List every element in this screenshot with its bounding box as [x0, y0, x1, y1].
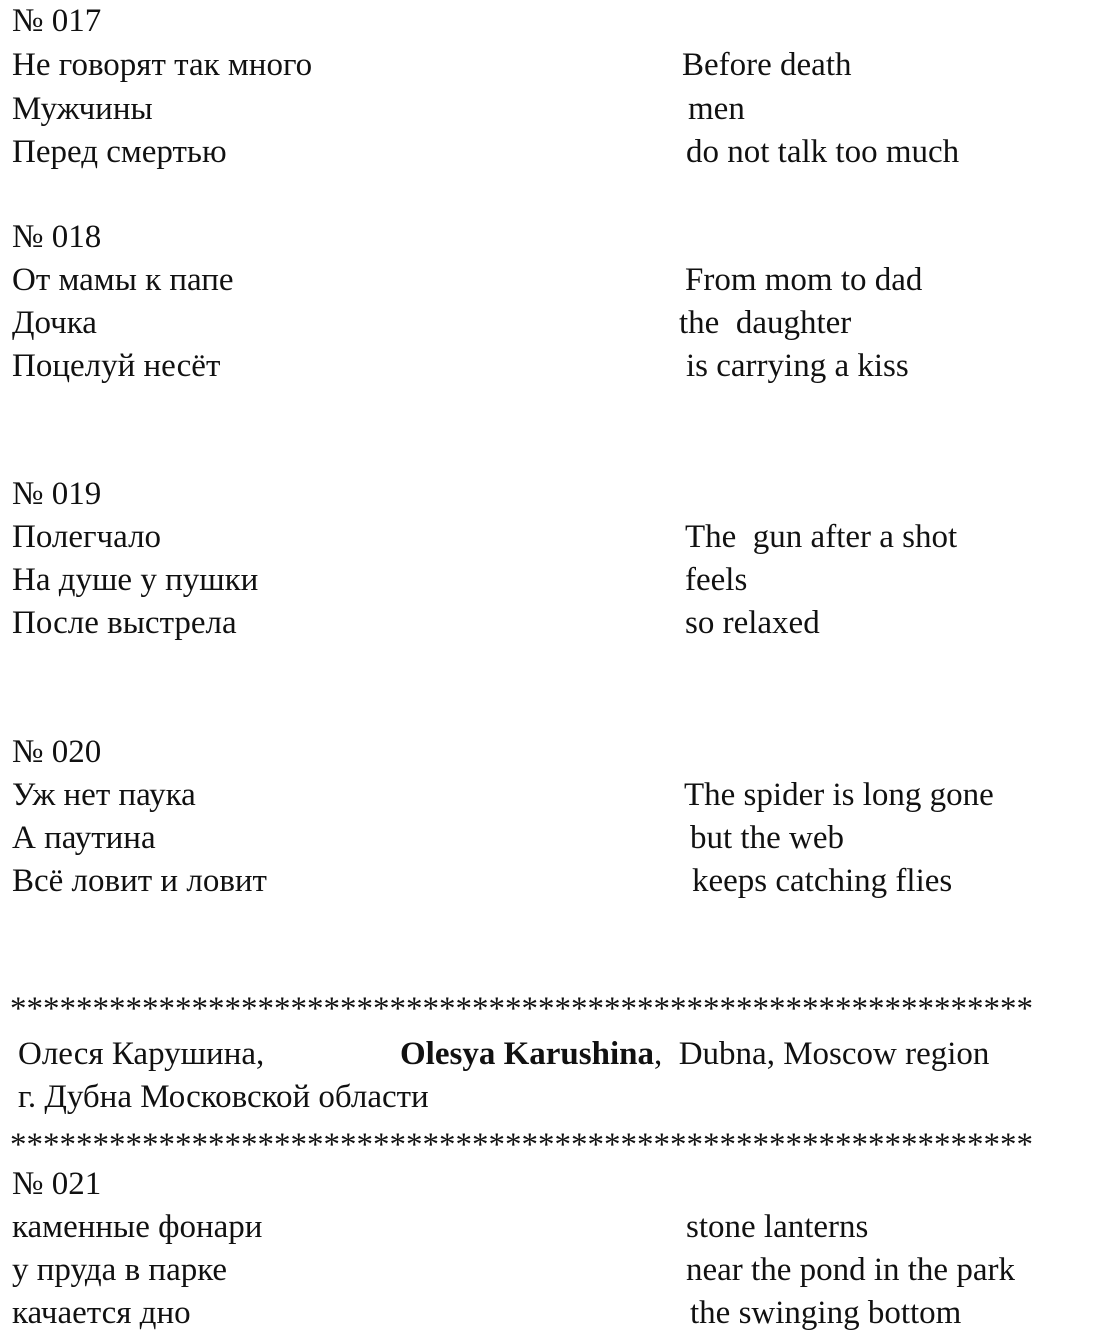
poem-number: № 020 — [12, 734, 102, 770]
poem-line-ru: Мужчины — [12, 91, 153, 127]
poem-line-en: feels — [685, 562, 748, 598]
poem-line-en: The spider is long gone — [684, 777, 994, 813]
author-name-ru: Олеся Карушина, — [18, 1036, 265, 1072]
author-place-en: , Dubna, Moscow region — [653, 1036, 990, 1072]
poem-number: № 017 — [12, 3, 102, 39]
poem-line-en: do not talk too much — [686, 134, 960, 170]
poem-number: № 019 — [12, 476, 102, 512]
poem-line-en: men — [688, 91, 745, 127]
poem-line-ru: После выстрела — [12, 605, 237, 641]
poem-line-ru: качается дно — [12, 1295, 191, 1331]
poem-line-en: the swinging bottom — [690, 1295, 962, 1331]
poem-line-ru: А паутина — [12, 820, 156, 856]
author-en — [400, 1033, 989, 1076]
poem-line-ru: Поцелуй несёт — [12, 348, 221, 384]
author-name-en: Olesya Karushina — [400, 1036, 654, 1072]
separator-line: ************************************************************** — [10, 1128, 1033, 1152]
poem-line-ru: От мамы к папе — [12, 262, 234, 298]
author-city-ru: г. Дубна Московской области — [18, 1079, 429, 1115]
poem-line-en: but the web — [690, 820, 844, 856]
poem-line-ru: Не говорят так много — [12, 47, 313, 83]
poem-line-en: is carrying a kiss — [686, 348, 909, 384]
poem-line-ru: Уж нет паука — [12, 777, 196, 813]
poem-line-en: The gun after a shot — [685, 519, 958, 555]
separator-line: ************************************************************** — [10, 992, 1033, 1016]
poem-number: № 018 — [12, 219, 102, 255]
poem-line-ru: Перед смертью — [12, 134, 227, 170]
poem-line-en: keeps catching flies — [692, 863, 953, 899]
poem-line-en: stone lanterns — [686, 1209, 869, 1245]
poem-number: № 021 — [12, 1166, 102, 1202]
poem-line-en: Before death — [682, 47, 852, 83]
poem-line-en: From mom to dad — [685, 262, 923, 298]
poem-line-ru: у пруда в парке — [12, 1252, 228, 1288]
poem-line-ru: На душе у пушки — [12, 562, 259, 598]
poem-line-ru: каменные фонари — [12, 1209, 263, 1245]
poem-line-ru: Всё ловит и ловит — [12, 863, 267, 899]
poem-line-ru: Полегчало — [12, 519, 162, 555]
poem-line-ru: Дочка — [12, 305, 97, 341]
poem-line-en: so relaxed — [685, 605, 820, 641]
poem-line-en: near the pond in the park — [686, 1252, 1015, 1288]
poem-line-en: the daughter — [679, 305, 852, 341]
